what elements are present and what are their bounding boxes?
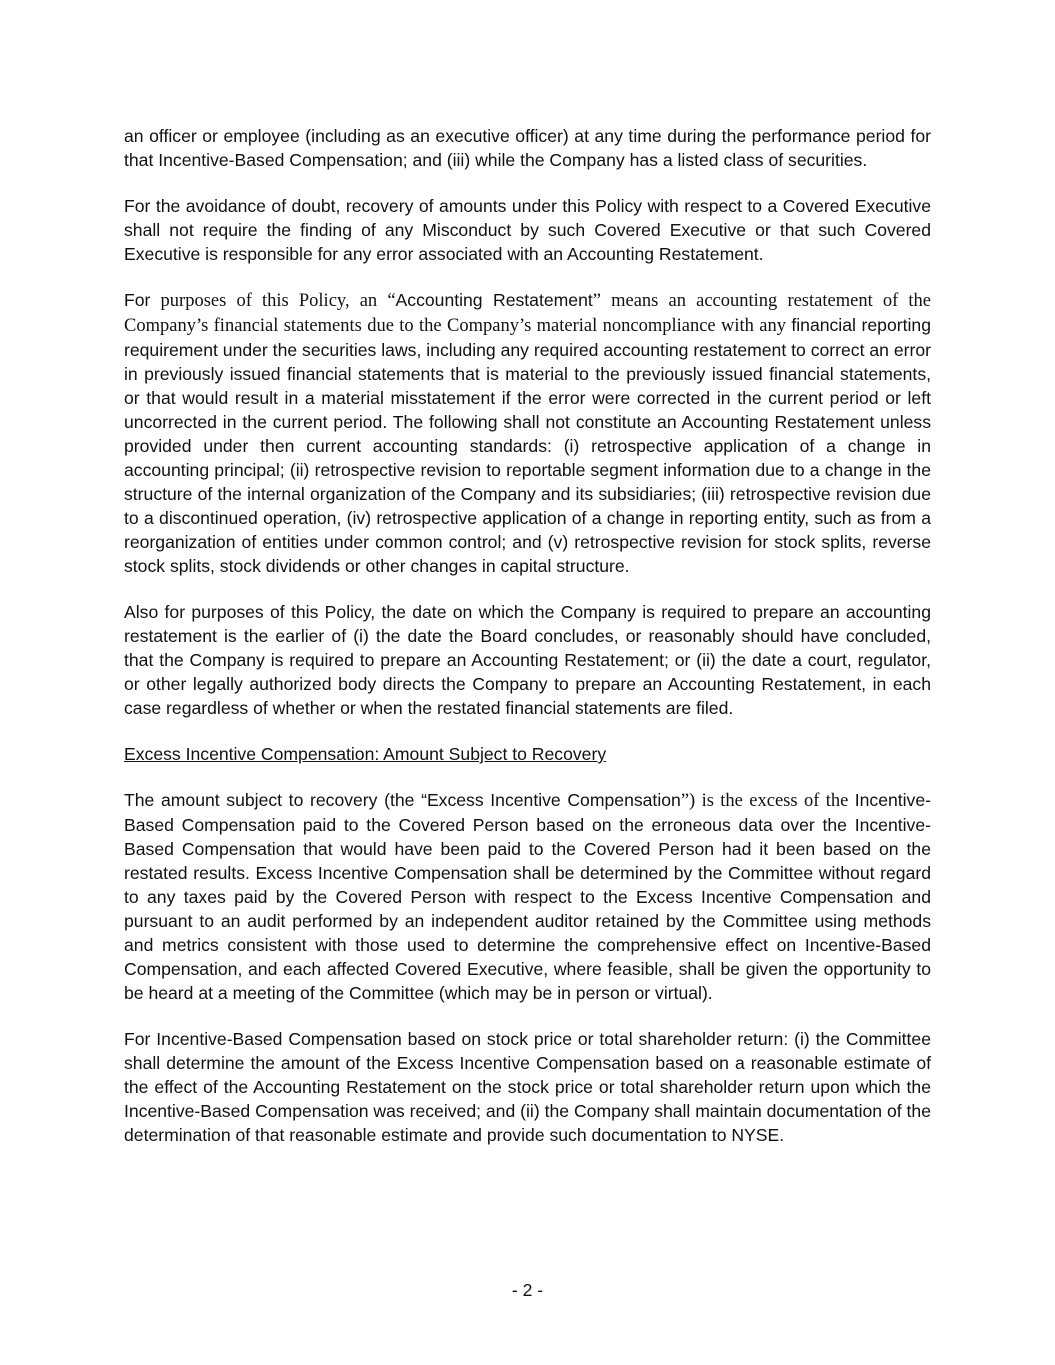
paragraph-excess-compensation bbox=[124, 788, 931, 1005]
text-run-serif: ” means an accounting restatement of the Company’s financial statements due to the Company’s material noncompliance with any bbox=[124, 291, 932, 336]
paragraph-avoidance-of-doubt: For the avoidance of doubt, recovery of amounts under this Policy with respect to a Covered Executive shall not require the finding of any Misconduct by such Covered Executive or that such Covered Executive is responsible for any error associated with an Accounting Restatement. bbox=[124, 196, 931, 264]
paragraph-continuation: an officer or employee (including as an executive officer) at any time during the performance period for that Incentive-Based Compensation; and (iii) while the Company has a listed class of securities. bbox=[124, 126, 931, 170]
section-heading: Excess Incentive Compensation: Amount Subject to Recovery bbox=[124, 744, 607, 764]
text-run: The amount subject to recovery (the “ bbox=[124, 790, 427, 810]
text-run: For bbox=[124, 290, 151, 310]
text-run: Incentive-Based Compensation paid to the Covered Person based on the erroneous data over the Incentive-Based Compensation that would have been paid to the Covered Person had it been based on the restated results. Excess Incentive Compensation shall be determined by the Committee without regard to any taxes paid by the Covered Person with respect to the Excess Incentive Compensation and pursuant to an audit performed by an independent auditor retained by the Committee using methods and metrics consistent with those used to determine the comprehensive effect on Incentive-Based Compensation, and each affected Covered Executive, where feasible, shall be given the opportunity to be heard at a meeting of the Committee (which may be in person or virtual). bbox=[124, 790, 931, 1003]
text-run-serif: ”) is the excess of the bbox=[680, 791, 855, 811]
document-page bbox=[124, 124, 931, 1169]
paragraph-accounting-restatement-definition bbox=[124, 288, 931, 578]
defined-term: Excess Incentive Compensation bbox=[426, 790, 681, 810]
text-run: financial reporting requirement under the securities laws, including any required accounting restatement to correct an error in previously issued financial statements that is material to the previously issued financial statements, or that would result in a material misstatement if the error were corrected in the current period or left uncorrected in the current period. The following shall not constitute an Accounting Restatement unless provided under then current accounting standards: (i) retrospective application of a change in accounting principal; (ii) retrospective revision to reportable segment information due to a change in the structure of the internal organization of the Company and its subsidiaries; (iii) retrospective revision due to a discontinued operation, (iv) retrospective application of a change in reporting entity, such as from a reorganization of entities under common control; and (v) retrospective revision for stock splits, reverse stock splits, stock dividends or other changes in capital structure. bbox=[124, 315, 931, 576]
page-number: - 2 - bbox=[511, 1280, 544, 1300]
paragraph-restatement-date: Also for purposes of this Policy, the date on which the Company is required to prepare an accounting restatement is the earlier of (i) the date the Board concludes, or reasonably should have concluded, that the Company is required to prepare an Accounting Restatement; or (ii) the date a court, regulator, or other legally authorized body directs the Company to prepare an Accounting Restatement, in each case regardless of whether or when the restated financial statements are filed. bbox=[124, 602, 931, 718]
defined-term: Accounting Restatement bbox=[395, 290, 593, 310]
paragraph-stock-price: For Incentive-Based Compensation based on stock price or total shareholder return: (i) the Committee shall determine the amount of the Excess Incentive Compensation based on a reasonable estimate of the effect of the Accounting Restatement on the stock price or total shareholder return upon which the Incentive-Based Compensation was received; and (ii) the Company shall maintain documentation of the determination of that reasonable estimate and provide such documentation to NYSE. bbox=[124, 1029, 931, 1145]
text-run-serif: purposes of this Policy, an “ bbox=[150, 291, 396, 311]
